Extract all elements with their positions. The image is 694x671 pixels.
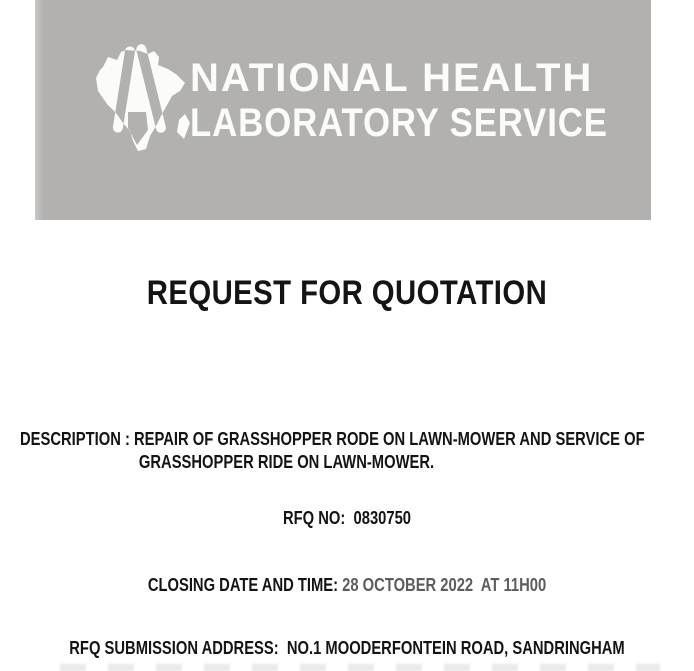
- description-line1: DESCRIPTION : REPAIR OF GRASSHOPPER RODE ON LAWN-MOWER AND SERVICE OF: [20, 429, 645, 449]
- org-name-line2: LABORATORY SERVICE: [190, 101, 608, 145]
- closing-date-value: 28 OCTOBER 2022 AT 11H00: [342, 575, 547, 595]
- submission-address-line: [62, 638, 631, 659]
- rfq-number-line: [62, 508, 631, 529]
- closing-date-label: CLOSING DATE AND TIME:: [147, 575, 343, 595]
- org-name-block: [190, 0, 650, 220]
- scan-artifact: [60, 664, 660, 671]
- submission-address-label: RFQ SUBMISSION ADDRESS:: [69, 638, 287, 658]
- rfq-number-value: 0830750: [353, 508, 411, 528]
- rfq-number-label: RFQ NO:: [283, 508, 354, 528]
- nhls-africa-logo-icon: [90, 34, 202, 168]
- closing-date-line: [62, 575, 631, 596]
- submission-address-value: NO.1 MOODERFONTEIN ROAD, SANDRINGHAM: [286, 638, 625, 658]
- madagascar-shape: [177, 114, 190, 139]
- description-block: [20, 428, 692, 474]
- page-title: REQUEST FOR QUOTATION: [146, 274, 548, 312]
- header-banner: [35, 0, 651, 220]
- org-name-line1: NATIONAL HEALTH: [190, 56, 594, 100]
- description-line2: GRASSHOPPER RIDE ON LAWN-MOWER.: [138, 452, 435, 472]
